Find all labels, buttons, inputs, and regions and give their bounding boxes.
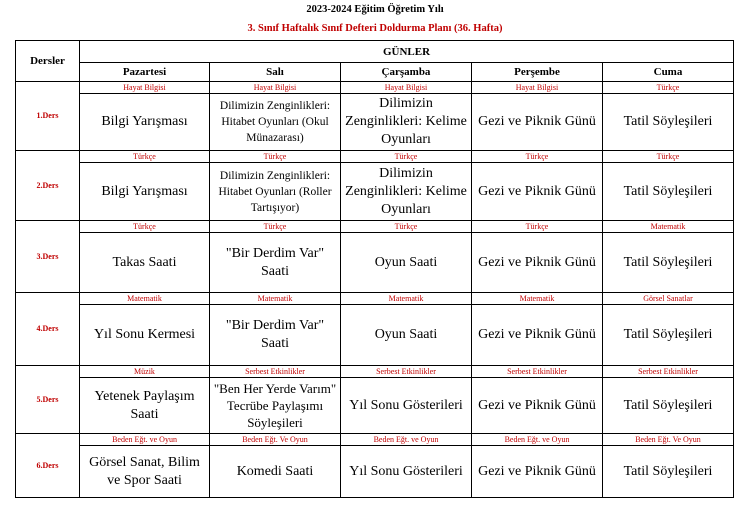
document-subtitle: 3. Sınıf Haftalık Sınıf Defteri Doldurma Planı (36. Hafta)	[247, 23, 503, 34]
day-header: Perşembe	[472, 63, 603, 82]
subject-cell: Matematik	[210, 293, 341, 305]
subject-cell: Beden Eğt. ve Oyun	[80, 434, 210, 446]
subject-row	[16, 434, 734, 446]
subject-cell: Serbest Etkinlikler	[210, 366, 341, 378]
subject-cell: Türkçe	[210, 151, 341, 163]
subject-cell: Matematik	[603, 221, 734, 233]
activity-cell: Tatil Söyleşileri	[603, 305, 734, 366]
activity-cell: Bilgi Yarışması	[80, 163, 210, 221]
subject-cell: Matematik	[472, 293, 603, 305]
subject-cell: Türkçe	[80, 151, 210, 163]
day-header: Pazartesi	[80, 63, 210, 82]
subject-cell: Türkçe	[472, 151, 603, 163]
subject-cell: Hayat Bilgisi	[472, 82, 603, 94]
subject-cell: Serbest Etkinlikler	[603, 366, 734, 378]
activity-cell: Gezi ve Piknik Günü	[472, 378, 603, 434]
activity-cell: Oyun Saati	[341, 305, 472, 366]
subject-row	[16, 151, 734, 163]
activity-cell: Dilimizin Zenginlikleri: Hitabet Oyunları (Okul Münazarası)	[210, 94, 341, 151]
day-header: Salı	[210, 63, 341, 82]
activity-row	[16, 233, 734, 293]
subject-cell: Beden Eğt. Ve Oyun	[210, 434, 341, 446]
activity-cell: "Bir Derdim Var" Saati	[210, 233, 341, 293]
activity-cell: Dilimizin Zenginlikleri: Kelime Oyunları	[341, 163, 472, 221]
activity-cell: Gezi ve Piknik Günü	[472, 233, 603, 293]
subject-cell: Müzik	[80, 366, 210, 378]
subject-cell: Türkçe	[341, 151, 472, 163]
subject-cell: Türkçe	[603, 151, 734, 163]
day-header: Çarşamba	[341, 63, 472, 82]
subject-cell: Türkçe	[80, 221, 210, 233]
subject-cell: Hayat Bilgisi	[210, 82, 341, 94]
activity-cell: "Bir Derdim Var" Saati	[210, 305, 341, 366]
subject-cell: Beden Eğt. ve Oyun	[341, 434, 472, 446]
subject-cell: Beden Eğt. Ve Oyun	[603, 434, 734, 446]
activity-cell: Tatil Söyleşileri	[603, 378, 734, 434]
lesson-label: 6.Ders	[16, 434, 80, 498]
subject-row	[16, 82, 734, 94]
gunler-header: GÜNLER	[80, 41, 734, 63]
lesson-label: 4.Ders	[16, 293, 80, 366]
activity-cell: Dilimizin Zenginlikleri: Hitabet Oyunları (Roller Tartışıyor)	[210, 163, 341, 221]
subject-cell: Matematik	[341, 293, 472, 305]
activity-row	[16, 305, 734, 366]
subject-row	[16, 221, 734, 233]
lesson-label: 1.Ders	[16, 82, 80, 151]
activity-cell: Oyun Saati	[341, 233, 472, 293]
weekly-plan-table	[15, 40, 734, 498]
activity-cell: Yıl Sonu Gösterileri	[341, 446, 472, 498]
activity-cell: Tatil Söyleşileri	[603, 233, 734, 293]
activity-row	[16, 163, 734, 221]
activity-cell: Gezi ve Piknik Günü	[472, 446, 603, 498]
activity-cell: Takas Saati	[80, 233, 210, 293]
activity-cell: Gezi ve Piknik Günü	[472, 305, 603, 366]
dersler-header: Dersler	[16, 41, 80, 82]
document-title: 2023-2024 Eğitim Öğretim Yılı	[306, 4, 444, 15]
activity-cell: Yetenek Paylaşım Saati	[80, 378, 210, 434]
subject-row	[16, 293, 734, 305]
activity-cell: Komedi Saati	[210, 446, 341, 498]
subject-row	[16, 366, 734, 378]
subject-cell: Türkçe	[472, 221, 603, 233]
activity-cell: "Ben Her Yerde Varım" Tecrübe Paylaşımı Söyleşileri	[210, 378, 341, 434]
activity-cell: Yıl Sonu Gösterileri	[341, 378, 472, 434]
subject-cell: Türkçe	[603, 82, 734, 94]
activity-cell: Gezi ve Piknik Günü	[472, 163, 603, 221]
day-header: Cuma	[603, 63, 734, 82]
subject-cell: Beden Eğt. ve Oyun	[472, 434, 603, 446]
activity-cell: Tatil Söyleşileri	[603, 446, 734, 498]
activity-cell: Bilgi Yarışması	[80, 94, 210, 151]
activity-cell: Dilimizin Zenginlikleri: Kelime Oyunları	[341, 94, 472, 151]
activity-cell: Tatil Söyleşileri	[603, 163, 734, 221]
activity-cell: Gezi ve Piknik Günü	[472, 94, 603, 151]
activity-cell: Yıl Sonu Kermesi	[80, 305, 210, 366]
subject-cell: Türkçe	[341, 221, 472, 233]
subject-cell: Serbest Etkinlikler	[341, 366, 472, 378]
lesson-label: 5.Ders	[16, 366, 80, 434]
subject-cell: Serbest Etkinlikler	[472, 366, 603, 378]
activity-row	[16, 446, 734, 498]
subject-cell: Türkçe	[210, 221, 341, 233]
subject-cell: Görsel Sanatlar	[603, 293, 734, 305]
activity-cell: Görsel Sanat, Bilim ve Spor Saati	[80, 446, 210, 498]
lesson-label: 3.Ders	[16, 221, 80, 293]
activity-row	[16, 378, 734, 434]
activity-row	[16, 94, 734, 151]
subject-cell: Hayat Bilgisi	[341, 82, 472, 94]
activity-cell: Tatil Söyleşileri	[603, 94, 734, 151]
subject-cell: Matematik	[80, 293, 210, 305]
subject-cell: Hayat Bilgisi	[80, 82, 210, 94]
lesson-label: 2.Ders	[16, 151, 80, 221]
